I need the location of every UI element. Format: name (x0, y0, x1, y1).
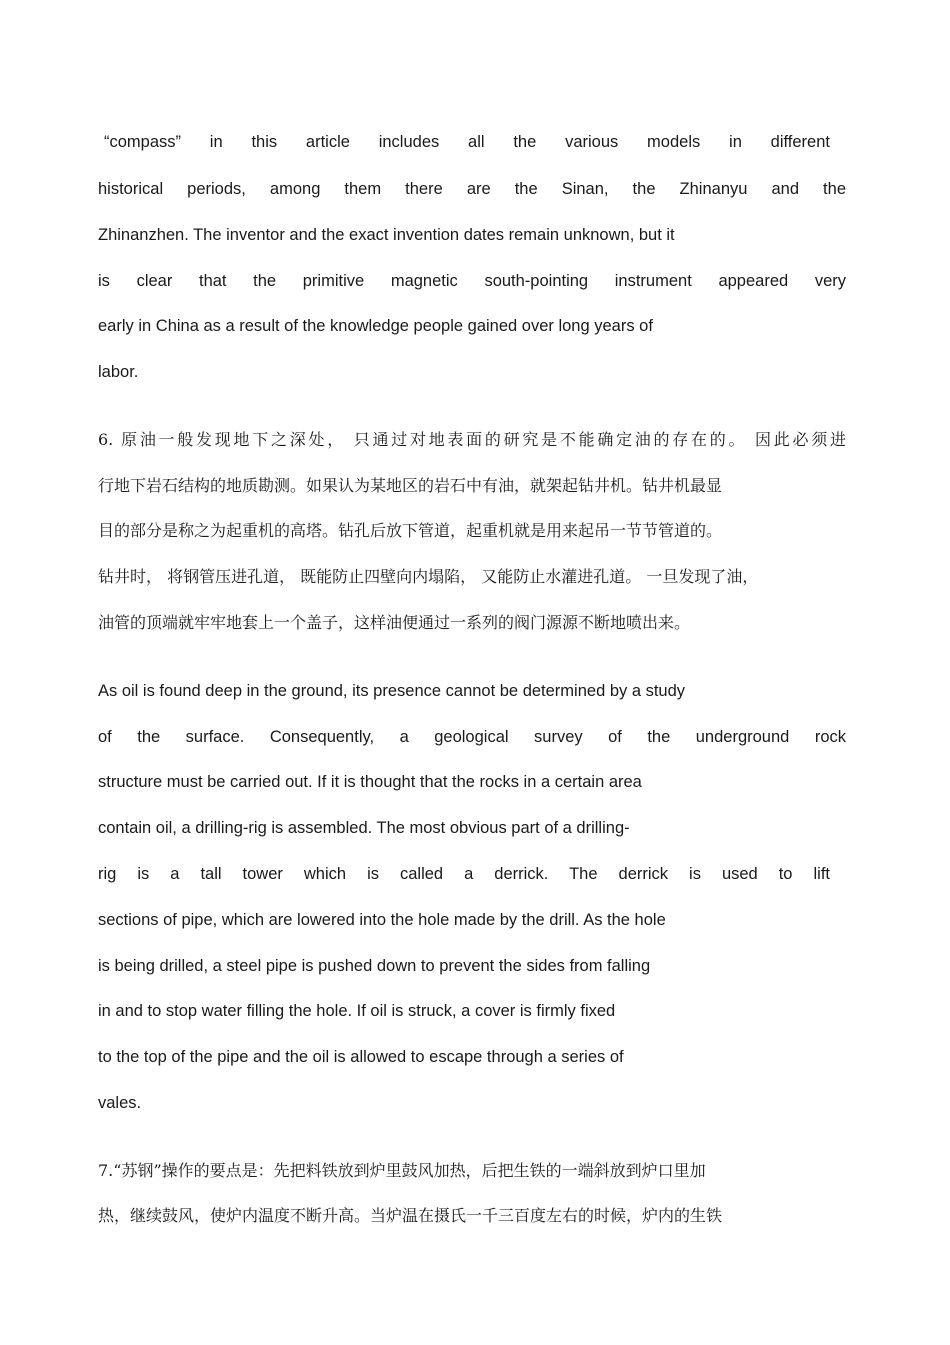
text-line: is being drilled, a steel pipe is pushed down to prevent the sides from falling (98, 957, 651, 975)
text-line: Zhinanzhen. The inventor and the exact invention dates remain unknown, but it (98, 226, 675, 244)
text-line: to the top of the pipe and the oil is allowed to escape through a series of (98, 1048, 624, 1066)
text-line: 热，继续鼓风，使炉内温度不断升高。当炉温在摄氏一千三百度左右的时候，炉内的生铁 (98, 1206, 723, 1225)
text-line: 目的部分是称之为起重机的高塔。钻孔后放下管道，起重机就是用来起吊一节节管道的。 (98, 521, 723, 540)
text-line: labor. (98, 363, 139, 381)
text-line: As oil is found deep in the ground, its presence cannot be determined by a study (98, 682, 686, 700)
text-line: 行地下岩石结构的地质勘测。如果认为某地区的岩石中有油，就架起钻井机。钻井机最显 (98, 476, 723, 495)
text-line: structure must be carried out. If it is thought that the rocks in a certain area (98, 773, 642, 791)
text-line: 6. 原油一般发现地下之深处， 只通过对地表面的研究是不能确定油的存在的。 因此必须进 (98, 430, 846, 449)
text-line: rig is a tall tower which is called a derrick. The derrick is used to lift (98, 865, 830, 883)
text-line: early in China as a result of the knowledge people gained over long years of (98, 317, 653, 335)
text-line: contain oil, a drilling-rig is assembled. The most obvious part of a drilling- (98, 819, 630, 837)
text-line: vales. (98, 1094, 142, 1112)
text-line: “compass” in this article includes all the various models in different (104, 133, 830, 151)
text-line: sections of pipe, which are lowered into the hole made by the drill. As the hole (98, 911, 666, 929)
text-line: 7.“苏钢”操作的要点是：先把料铁放到炉里鼓风加热，后把生铁的一端斜放到炉口里加 (98, 1161, 706, 1180)
text-line: 油管的顶端就牢牢地套上一个盖子，这样油便通过一系列的阀门源源不断地喷出来。 (98, 613, 691, 632)
text-line: of the surface. Consequently, a geological survey of the underground rock (98, 728, 846, 746)
text-line: in and to stop water filling the hole. If oil is struck, a cover is firmly fixed (98, 1002, 616, 1020)
text-line: is clear that the primitive magnetic south-pointing instrument appeared very (98, 272, 846, 290)
text-line: 钻井时， 将钢管压进孔道， 既能防止四壁向内塌陷， 又能防止水灌进孔道。 一旦发现了油， (98, 567, 759, 586)
text-line: historical periods, among them there are the Sinan, the Zhinanyu and the (98, 180, 846, 198)
